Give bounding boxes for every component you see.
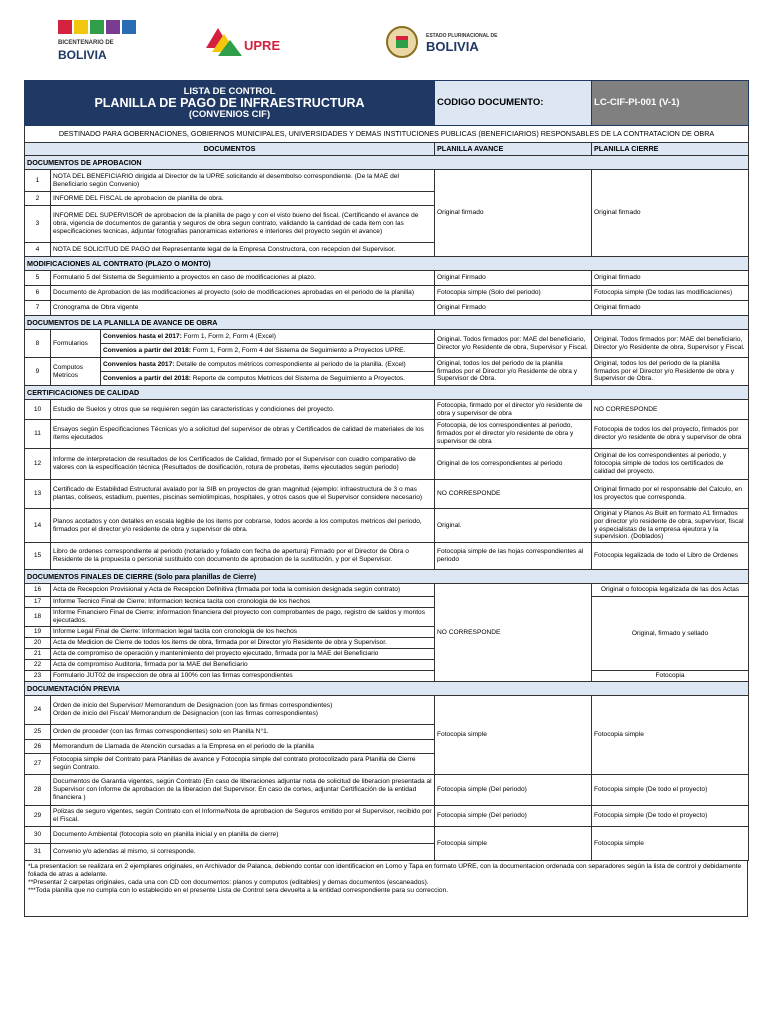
destinado-text: DESTINADO PARA GOBERNACIONES, GOBIERNOS MUNICIPALES, UNIVERSIDADES Y DEMAS INSTITUCIONES PUBLICAS (BENEFICIARIOS) RESPONSABLES DE LA CONTRATACION DE OBRA <box>25 126 749 143</box>
row-document: Polizas de seguro vigentes, según Contrato con el Informe/Nota de aprobacion de Seguros emitido por el Supervisor, recibido por el Fiscal. <box>51 806 435 827</box>
convenio-label: Convenios hasta 2017: <box>103 360 175 368</box>
table-row <box>25 271 749 286</box>
row-avance: Original firmado <box>435 170 592 257</box>
table-row <box>25 170 749 192</box>
row-document: Acta de compromiso de operación y mantenimiento del proyecto ejecutado, firmada por la MAE del Beneficiario <box>51 649 435 660</box>
col-cierre: PLANILLA CIERRE <box>592 143 749 156</box>
convenio-label: Convenios a partir del 2018: <box>103 374 191 382</box>
row-document <box>101 372 435 386</box>
row-document: Documentos de Garantia vigentes, según Contrato (En caso de liberaciones adjuntar nota de solicitud de liberacion presentada al Supervisor con Informe de aprobacion de la liberacion del Supervisor. En caso de cortes, adjuntar Certificación de la entidad financiera ) <box>51 775 435 806</box>
row-number: 21 <box>25 649 51 660</box>
row-document: NOTA DEL BENEFICIARIO dirigida al Director de la UPRE solicitando el desembolso correspondiente. (De la MAE del Beneficiario según Convenio) <box>51 170 435 192</box>
table-row <box>25 420 749 449</box>
row-document: Ensayos según Especificaciones Técnicas y/o a solicitud del supervisor de obras y Certificados de calidad de materiales de los ítems ejecutados <box>51 420 435 449</box>
row-number: 6 <box>25 286 51 301</box>
row-cierre: Fotocopia de todos los del proyecto, firmados por director y/o residente de obra y supervisor de obra <box>592 420 749 449</box>
row-document: Acta de compromiso Auditoria, firmada por la MAE del Beneficiario <box>51 660 435 671</box>
footnote: **Presentar 2 carpetas originales, cada una con CD con documentos: planos y computos (editables) y demas documentos (escaneados). <box>28 879 429 887</box>
table-row <box>25 597 749 608</box>
row-avance: Fotocopia simple <box>435 827 592 861</box>
table-row <box>25 358 749 372</box>
codigo-label: CODIGO DOCUMENTO: <box>435 81 592 126</box>
section-row <box>25 257 749 271</box>
row-document: Libro de ordenes correspondiente al periodo (notariado y foliado con fecha de apertura) Firmado por el Director de Obra o Residente de la propuesta o personal sustituido con documento de aprobacion de la sustitución, y por el Supervisor. <box>51 543 435 570</box>
bicentenario-top-text: BICENTENARIO DE <box>58 40 114 46</box>
row-document: Acta de Medicion de Cierre de todos los items de obra, firmada por el Director y/o Residente de obra y Supervisor. <box>51 638 435 649</box>
row-number: 4 <box>25 243 51 257</box>
footnotes <box>24 861 748 917</box>
row-number: 24 <box>25 696 51 725</box>
convenio-label: Convenios a partir del 2018: <box>103 346 191 354</box>
section-aprobacion: DOCUMENTOS DE APROBACION <box>25 156 749 170</box>
row-document: Certificado de Estabilidad Estructural avalado por la SIB en proyectos de gran magnitud (ejemplo: infraestructura de 3 o mas plantas, coliseos, estadium, puentes, piscinas semiolimpicas, hospitales, y otros casos que el Supervisor considere necesario) <box>51 480 435 509</box>
row-number: 28 <box>25 775 51 806</box>
row-avance: Fotocopia simple (Del periodo) <box>435 775 592 806</box>
section-cierre: DOCUMENTOS FINALES DE CIERRE (Solo para planillas de Cierre) <box>25 570 749 584</box>
row-number: 15 <box>25 543 51 570</box>
row-cierre: Fotocopia simple (De todo el proyecto) <box>592 775 749 806</box>
row-document: Informe Financiero Final de Cierre: informacion financiera del proyecto con comprobantes de pago, registro de saldos y montos ejecutados. <box>51 608 435 627</box>
table-row <box>25 696 749 725</box>
row-document-line: Orden de inicio del Supervisor/ Memorandum de Designacion (con las firmas correspondientes) <box>53 702 333 710</box>
row-cierre: Fotocopia simple (De todo el proyecto) <box>592 806 749 827</box>
row-group-label: Formularios <box>51 330 101 358</box>
section-row <box>25 316 749 330</box>
row-avance: Fotocopia, firmado por el director y/o residente de obra y supervisor de obra <box>435 400 592 420</box>
estado-bottom-text: BOLIVIA <box>426 39 479 54</box>
row-cierre: Original firmado <box>592 170 749 257</box>
header-row-1 <box>25 81 749 126</box>
convenio-text: Form 1, Form 2, Form 4 (Excel) <box>181 332 276 340</box>
row-cierre: Original, todos los del periodo de la planilla firmados por el Director y/o Residente de obra y Supervisor de Obra. <box>592 358 749 386</box>
row-document <box>101 358 435 372</box>
row-number: 5 <box>25 271 51 286</box>
row-document: Memorandum de Llamada de Atención cursadas a la Empresa en el periodo de la planilla <box>51 740 435 754</box>
convenio-label: Convenios hasta el 2017: <box>103 332 182 340</box>
col-avance: PLANILLA AVANCE <box>435 143 592 156</box>
col-documentos: DOCUMENTOS <box>25 143 435 156</box>
row-document: NOTA DE SOLICITUD DE PAGO del Representante legal de la Empresa Constructora, con recepcion del Supervisor. <box>51 243 435 257</box>
row-document <box>101 344 435 358</box>
row-document-line: Orden de inicio del Fiscal/ Memorandum de Designacion (con las firmas correspondientes) <box>53 710 318 718</box>
row-cierre: Fotocopia simple (De todas las modificaciones) <box>592 286 749 301</box>
row-cierre: Fotocopia simple <box>592 827 749 861</box>
row-document: Informe Legal Final de Cierre: Informacion legal tacita con cronologia de los hechos <box>51 627 435 638</box>
row-number: 22 <box>25 660 51 671</box>
row-avance: Fotocopia simple <box>435 696 592 775</box>
estado-logo <box>382 18 512 70</box>
row-cierre: Original. Todos firmados por: MAE del beneficiario, Director y/o Residente de obra, Supervisor y Fiscal. <box>592 330 749 358</box>
row-number: 14 <box>25 509 51 543</box>
row-cierre: Original firmado <box>592 301 749 316</box>
row-number: 10 <box>25 400 51 420</box>
row-document: Formulario 5 del Sistema de Seguimiento a proyectos en caso de modificaciones al plazo. <box>51 271 435 286</box>
bicentenario-bottom-text: BOLIVIA <box>58 48 107 62</box>
logo-bar <box>24 14 748 74</box>
row-avance: Original Firmado <box>435 271 592 286</box>
row-number: 13 <box>25 480 51 509</box>
row-document: Informe de interpretacion de resultados de los Certificados de Calidad, firmado por el Supervisor con cuadro comparativo de valores con la especificación técnica (Resultados de dosificación, rotura de probetas, items ejecutados según periodo) <box>51 449 435 480</box>
section-row <box>25 682 749 696</box>
row-cierre: Original firmado por el responsable del Calculo, en los proyectos que corresponda. <box>592 480 749 509</box>
row-number: 3 <box>25 206 51 243</box>
row-avance: Fotocopia simple de las hojas correspondientes al periodo <box>435 543 592 570</box>
row-number: 30 <box>25 827 51 844</box>
row-number: 23 <box>25 671 51 682</box>
row-cierre: Original, firmado y sellado <box>592 597 749 671</box>
row-cierre: Fotocopia <box>592 671 749 682</box>
row-number: 17 <box>25 597 51 608</box>
row-avance: Fotocopia, de los correspondientes al periodo, firmados por el director y/o residente de obra y supervisor de obra <box>435 420 592 449</box>
row-avance: Original, todos los del periodo de la planilla firmados por el Director y/o Residente de obra y Supervisor de Obra. <box>435 358 592 386</box>
table-row <box>25 775 749 806</box>
row-avance: Fotocopia simple (Solo del periodo) <box>435 286 592 301</box>
table-row <box>25 584 749 597</box>
row-document <box>51 696 435 725</box>
row-number: 25 <box>25 725 51 740</box>
row-cierre: NO CORRESPONDE <box>592 400 749 420</box>
title-block <box>25 81 435 126</box>
table-row <box>25 827 749 844</box>
convenio-text: Form 1, Form 2, Form 4 del Sistema de Seguimiento a Proyectos UPRE. <box>190 346 406 354</box>
row-cierre: Fotocopia legalizada de todo el Libro de Ordenes <box>592 543 749 570</box>
row-avance: Original de los correspondientes al periodo <box>435 449 592 480</box>
section-previa: DOCUMENTACIÓN PREVIA <box>25 682 749 696</box>
row-document: Orden de proceder (con las firmas correspondientes) solo en Planilla N°1. <box>51 725 435 740</box>
row-group-label: Computos Metricos <box>51 358 101 386</box>
row-number: 12 <box>25 449 51 480</box>
section-row <box>25 156 749 170</box>
row-cierre: Original y Planos As Built en formato A1 firmados por director y/o residente de obra, supervisor, fiscal y especialistas de la empresa ejeutora y la supervision. (Doblados) <box>592 509 749 543</box>
row-document: INFORME DEL FISCAL de aprobacion de planilla de obra. <box>51 192 435 206</box>
row-number: 26 <box>25 740 51 754</box>
control-sheet <box>24 80 748 917</box>
upre-text: UPRE <box>244 38 281 53</box>
section-calidad: CERTIFICACIONES DE CALIDAD <box>25 386 749 400</box>
upre-logo <box>196 18 288 70</box>
row-number: 16 <box>25 584 51 597</box>
row-number: 11 <box>25 420 51 449</box>
row-number: 19 <box>25 627 51 638</box>
row-number: 29 <box>25 806 51 827</box>
codigo-value: LC-CIF-PI-001 (V-1) <box>592 81 749 126</box>
bicentenario-logo <box>52 18 148 70</box>
row-avance: Original. <box>435 509 592 543</box>
row-number: 31 <box>25 844 51 861</box>
table-row <box>25 480 749 509</box>
row-number: 2 <box>25 192 51 206</box>
table-row <box>25 806 749 827</box>
row-avance: NO CORRESPONDE <box>435 480 592 509</box>
table-row <box>25 400 749 420</box>
row-avance: Original Firmado <box>435 301 592 316</box>
row-number: 8 <box>25 330 51 358</box>
row-cierre: Original firmado <box>592 271 749 286</box>
row-cierre: Original de los correspondientes al periodo, y fotocopia simple de todos los certificados de calidad del proyecto. <box>592 449 749 480</box>
row-avance: Original. Todos firmados por: MAE del beneficiario, Director y/o Residente de obra, Supervisor y Fiscal. <box>435 330 592 358</box>
convenio-text: Detalle de computos métricos correspondiente al periodo de la planilla. (Excel) <box>174 360 406 368</box>
page-title: PLANILLA DE PAGO DE INFRAESTRUCTURA <box>94 96 365 110</box>
row-document <box>101 330 435 344</box>
row-document: Estudio de Suelos y otros que se requieren según las caracteristicas y condiciones del proyecto. <box>51 400 435 420</box>
row-document: Fotocopia simple del Contrato para Planillas de avance y Fotocopia simple del contrato protocolizado para Planilla de Cierre según Contrato. <box>51 754 435 775</box>
table-row <box>25 671 749 682</box>
section-row <box>25 386 749 400</box>
table-row <box>25 301 749 316</box>
row-document: Planos acotados y con detalles en escala legible de los items por cobrarse, todos acorde a los computos metricos del periodo, firmados por el director y/o residente de obra y supervisor de obra. <box>51 509 435 543</box>
page-subtitle: (CONVENIOS CIF) <box>188 109 271 120</box>
section-modificaciones: MODIFICACIONES AL CONTRATO (PLAZO O MONTO) <box>25 257 749 271</box>
row-number: 7 <box>25 301 51 316</box>
section-row <box>25 570 749 584</box>
row-avance: Fotocopia simple (Del periodo) <box>435 806 592 827</box>
column-header-row <box>25 143 749 156</box>
row-document: Documento de Aprobacion de las modificaciones al proyecto (solo de modificaciones aprobadas en el periodo de la planilla) <box>51 286 435 301</box>
footnote: *La presentacion se realizara en 2 ejemplares originales, en Archivador de Palanca, debiendo contar con identificacion en Lomo y Tapa en formato UPRE, con la documentacion ordenada con separadores según la lista de control y debidamente foliada de atras a adelante. <box>28 863 742 879</box>
table-row <box>25 509 749 543</box>
row-cierre: Original o fotocopia legalizada de las dos Actas <box>592 584 749 597</box>
row-document: Cronograma de Obra vigente <box>51 301 435 316</box>
row-number: 18 <box>25 608 51 627</box>
row-document: Formulario JUT02 de inspeccion de obra al 100% con las firmas correspondientes <box>51 671 435 682</box>
row-cierre: Fotocopia simple <box>592 696 749 775</box>
row-document: Documento Ambiental (fotocopia solo en planilla inicial y en planilla de cierre) <box>51 827 435 844</box>
table-row <box>25 449 749 480</box>
row-document: Convenio y/o adendas al mismo, si corresponde. <box>51 844 435 861</box>
row-number: 1 <box>25 170 51 192</box>
section-avance-obra: DOCUMENTOS DE LA PLANILLA DE AVANCE DE OBRA <box>25 316 749 330</box>
row-number: 20 <box>25 638 51 649</box>
row-avance: NO CORRESPONDE <box>435 584 592 682</box>
row-document: Informe Tecnico Final de Cierre: Informacion tecnica tacita con cronologia de los hechos <box>51 597 435 608</box>
destinado-row <box>25 126 749 143</box>
estado-top-text: ESTADO PLURINACIONAL DE <box>426 33 498 39</box>
row-number: 9 <box>25 358 51 386</box>
row-number: 27 <box>25 754 51 775</box>
row-document: INFORME DEL SUPERVISOR de aprobacion de la planilla de pago y con el visto bueno del fiscal. (Certificando el avance de obra, vigencia de documentos de garantia y seguros de obra segun contrato, validando la cantidad de cada item con las especificaciones tecnicas, adjuntar fotografias panoramicas exteriores e interiores del proyecto según el avance) <box>51 206 435 243</box>
table-row <box>25 286 749 301</box>
row-document: Acta de Recepcion Provisional y Acta de Recepcion Definitiva (firmada por toda la comision designada según contrato) <box>51 584 435 597</box>
convenio-text: Reporte de computos Metricos del Sistema de Seguimiento a Proyectos. <box>190 374 405 382</box>
lista-title: LISTA DE CONTROL <box>183 86 276 97</box>
control-table <box>24 80 749 861</box>
table-row <box>25 543 749 570</box>
table-row <box>25 330 749 344</box>
footnote: ***Toda planilla que no cumpla con lo establecido en el presente Lista de Control sera devuelta a la entidad correspondiente para su correccion. <box>28 887 449 895</box>
